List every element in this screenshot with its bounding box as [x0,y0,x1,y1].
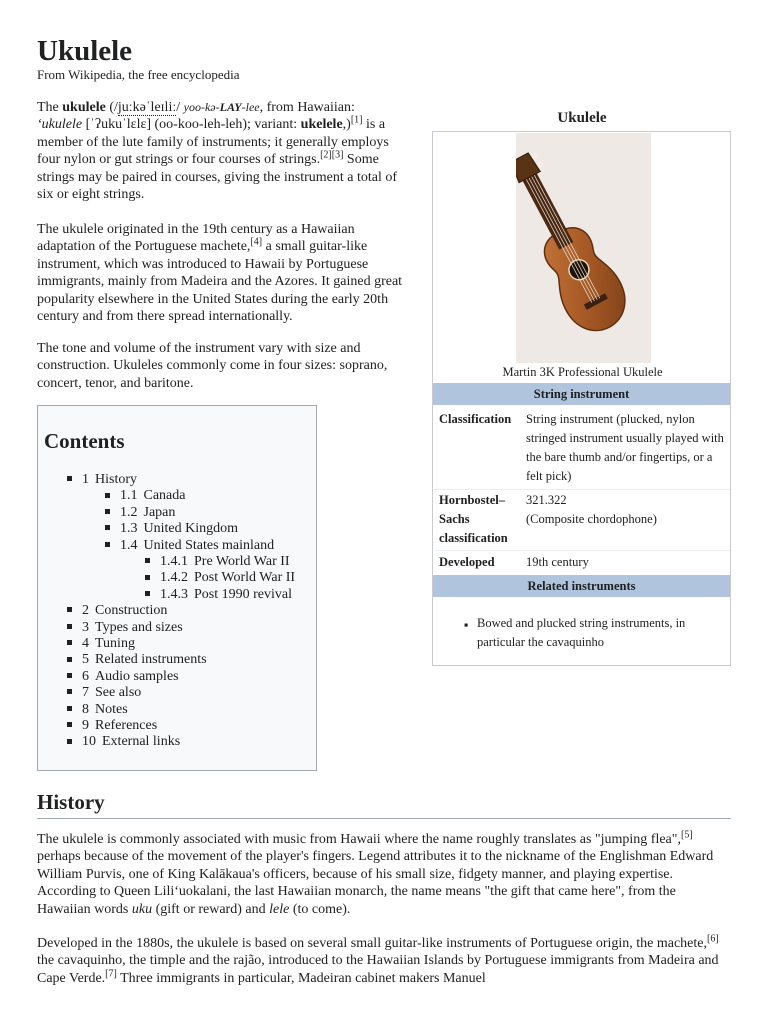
history-paragraph-2: Developed in the 1880s, the ukulele is based on several small guitar-like instruments of Portuguese origin, the machete,[6] the cavaquinho, the timple and the rajão, introduced to the Hawaiian Islands by Portuguese immigrants from Madeira and Cape Verde.[7] Three immigrants in particular, Madeiran cabinet makers Manuel [37,933,719,986]
hornbostel-sachs-description: (Composite chordophone) [526,512,657,526]
toc-label: Tuning [95,636,135,651]
bullet-icon [67,673,72,678]
citation-2-3[interactable]: [2][3] [320,149,344,161]
toc-number: 1.3 [120,521,138,537]
section-divider [37,818,731,819]
toc-item[interactable] [67,702,128,718]
bullet-icon: ▪ [464,618,469,632]
bullet-icon [67,657,72,662]
toc-number: 1 [82,472,89,487]
toc-item[interactable] [67,718,157,734]
infobox-divider [434,550,730,551]
hawaiian-term: ʻukulele [37,117,83,133]
toc-item[interactable] [105,538,274,554]
toc-label: See also [95,685,142,701]
toc-number: 1.4 [120,537,138,553]
toc-item[interactable] [67,636,135,652]
infobox-header-string-instrument[interactable]: String instrument [433,383,730,405]
bullet-icon [67,689,72,694]
toc-item[interactable] [67,620,183,636]
bullet-icon [67,706,72,711]
bullet-icon [67,607,72,612]
toc-label: Audio samples [95,668,179,684]
toc-item[interactable] [105,488,185,504]
bullet-icon [67,640,72,645]
bullet-icon [145,575,150,580]
infobox-divider [434,489,730,490]
toc-item[interactable] [67,603,167,619]
toc-item[interactable] [67,472,137,488]
term-ukelele: ukelele [300,117,343,133]
history-paragraph-1: The ukulele is commonly associated with music from Hawaii where the name roughly translates as "jumping flea",[5] perhaps because of the movement of the player's fingers. Legend attributes it to the nickname of the Englishman Edward William Purvis, one of King Kalākaua's officers, because of his small size, fidgety manner, and playing expertise. According to Queen Liliʻuokalani, the last Hawaiian monarch, the name means "the gift that came here", from the Hawaiian words uku (gift or reward) and lele (to come). [37,829,714,917]
toc-number: 1.2 [120,504,138,520]
toc-label: Post World War II [194,570,296,586]
bullet-icon [67,476,72,481]
citation-1[interactable]: [1] [350,114,363,126]
toc-number: 5 [82,652,89,668]
toc-label: Canada [143,488,186,504]
toc-label: External links [102,734,181,750]
toc-number: 6 [82,668,89,684]
respelling: yoo-kə-LAY-lee [183,100,260,114]
toc-number: 3 [82,619,89,635]
classification-value: String instrument (plucked, nylon stringed instrument usually played with the bare thumb and/or fingertips, or a felt pick) [526,412,724,483]
ipa-pronunciation[interactable]: juːkəˈleɪliː [117,100,177,115]
toc-number: 1.4.3 [160,586,188,602]
toc-number: 2 [82,603,89,619]
infobox [432,131,731,666]
toc-label: Japan [143,504,176,520]
bullet-icon [145,558,150,563]
toc-number: 8 [82,701,89,717]
toc-label: Pre World War II [194,554,290,569]
hornbostel-sachs-code[interactable]: 321.322 [526,493,567,507]
toc-item[interactable] [105,521,238,537]
toc-number: 1.4.2 [160,570,188,586]
bullet-icon [105,542,110,547]
toc-number: 7 [82,685,89,701]
toc-item[interactable] [67,734,180,750]
toc-item[interactable] [67,669,179,685]
toc-label: Related instruments [95,652,207,668]
toc-item[interactable] [67,685,141,701]
toc-item[interactable] [105,505,175,521]
developed-label: Developed [439,555,495,569]
developed-value: 19th century [526,555,589,569]
toc-label: Types and sizes [95,619,183,635]
page-tagline: From Wikipedia, the free encyclopedia [37,67,240,82]
bullet-icon [67,722,72,727]
citation-7[interactable]: [7] [105,968,117,980]
bullet-icon [105,509,110,514]
toc-number: 1.1 [120,488,138,504]
toc-number: 1.4.1 [160,554,188,569]
bullet-icon [145,591,150,596]
toc-number: 4 [82,636,89,651]
image-caption: Martin 3K Professional Ukulele [502,365,663,379]
lead-paragraph-2: The ukulele originated in the 19th century as a Hawaiian adaptation of the Portuguese machete,[4] a small guitar-like instrument, which was introduced to Hawaii by Portuguese immigrants, mainly from Madeira and the Azores. It gained great popularity elsewhere in the United States during the early 20th century and from there spread internationally. [37,222,403,325]
toc-label: References [95,718,158,733]
toc-number: 9 [82,718,89,733]
toc-label: United Kingdom [143,521,238,537]
section-heading-history: History [37,790,105,814]
citation-5[interactable]: [5] [680,829,693,841]
toc-item[interactable] [145,570,295,586]
toc-label: Notes [95,701,128,717]
bullet-icon [67,624,72,629]
toc-item[interactable] [67,652,207,668]
term-ukulele: ukulele [62,100,106,115]
toc-label: History [95,472,137,487]
bullet-icon [67,739,72,744]
page-title: Ukulele [37,35,133,67]
ukulele-image[interactable] [516,133,651,363]
lead-paragraph-3: The tone and volume of the instrument vary with size and construction. Ukuleles commonly come in four sizes: soprano, concert, tenor, and baritone. [37,341,388,391]
table-of-contents [37,405,317,771]
bullet-icon [105,493,110,498]
hornbostel-sachs-value [526,491,724,529]
toc-item[interactable] [145,587,292,603]
infobox-header-related-instruments: Related instruments [433,575,730,597]
toc-label: Construction [95,603,168,619]
citation-6[interactable]: [6] [707,933,719,945]
toc-number: 10 [82,734,96,750]
hornbostel-sachs-label: Hornbostel–Sachs classification [439,493,508,545]
infobox-caption: Ukulele [557,110,607,126]
toc-item[interactable] [145,554,290,570]
toc-title: Contents [44,429,125,453]
citation-4[interactable]: [4] [250,236,263,248]
toc-label: Post 1990 revival [194,586,292,602]
related-instruments-list [464,614,717,652]
toc-label: United States mainland [143,537,275,553]
classification-label: Classification [439,412,512,426]
lead-paragraph-1: The ukulele (/juːkəˈleɪliː/ yoo-kə-LAY-lee, from Hawaiian: ʻukulele [ˈʔukuˈlɛlɛ] (oo-koo-leh-leh); variant: ukelele,)[1] is a member of the lute family of instruments; it generally employs four nylon or gut strings or four courses of strings.[2][3] Some strings may be paired in courses, giving the instrument a total of six or eight strings. [37,100,398,203]
related-instrument-item[interactable]: Bowed and plucked string instruments, in particular the cavaquinho [477,616,686,649]
bullet-icon [105,525,110,530]
